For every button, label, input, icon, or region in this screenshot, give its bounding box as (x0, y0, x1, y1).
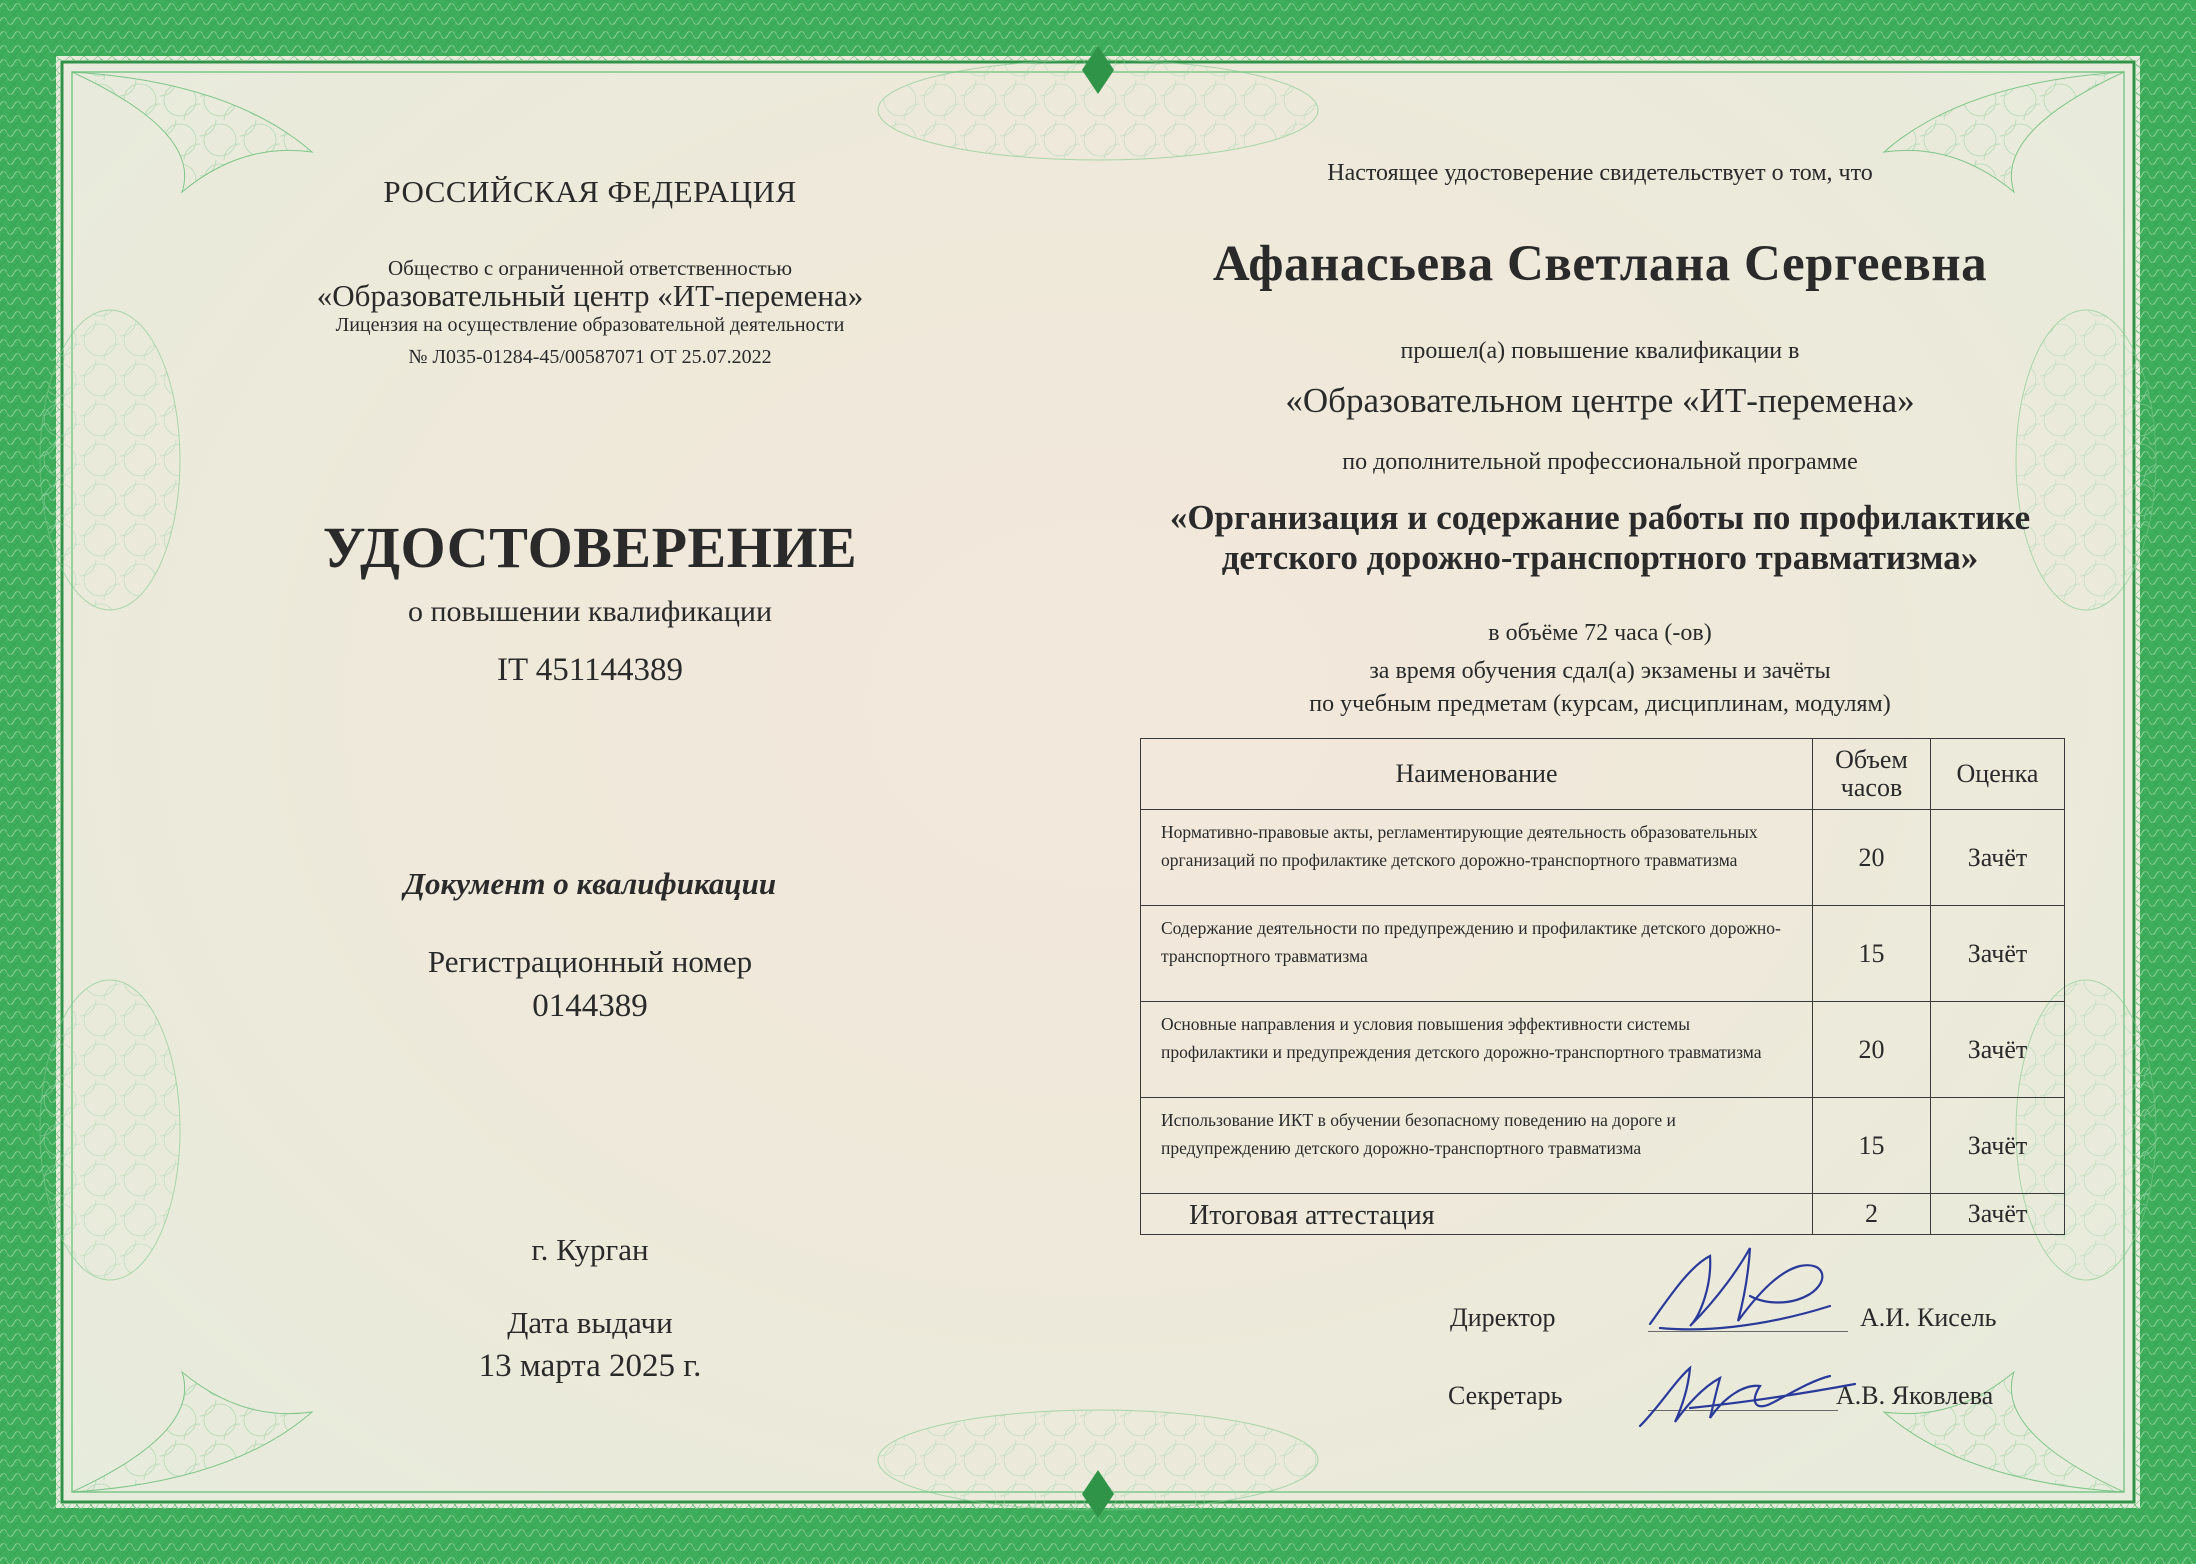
table-row (1141, 906, 2065, 1002)
registration-number: 0144389 (532, 988, 648, 1024)
program-title: «Организация и содержание работы по профилактике детского дорожно-транспортного травматизма» (1169, 498, 2031, 577)
header-name: Наименование (1141, 739, 1813, 810)
header-hours: Объем часов (1813, 739, 1931, 810)
org-name-prepositional: «Образовательном центре «ИТ-перемена» (1285, 381, 1915, 420)
header-grade: Оценка (1931, 739, 2065, 810)
license-line: Лицензия на осуществление образовательной деятельности (335, 314, 845, 336)
issue-date: 13 марта 2025 г. (478, 1348, 702, 1384)
courses-table (1140, 738, 2065, 1235)
org-type: Общество с ограниченной ответственностью (387, 256, 793, 280)
document-title: УДОСТОВЕРЕНИЕ (322, 515, 858, 580)
document-subtitle: о повышении квалификации (408, 595, 772, 628)
course-grade: Зачёт (1931, 1002, 2065, 1098)
course-name: Нормативно-правовые акты, регламентирующие деятельность образовательных организаций по профилактике детского дорожно-транспортного травматизма (1141, 810, 1813, 906)
director-name: А.И. Кисель (1860, 1303, 1997, 1332)
right-panel (1100, 0, 2100, 1564)
final-hours: 2 (1813, 1194, 1931, 1235)
final-name: Итоговая аттестация (1141, 1194, 1813, 1235)
hours-volume: в объёме 72 часа (-ов) (1488, 620, 1712, 646)
course-hours: 15 (1813, 1098, 1931, 1194)
final-grade: Зачёт (1931, 1194, 2065, 1235)
subjects-line: по учебным предметам (курсам, дисциплинам, модулям) (1309, 691, 1891, 717)
passed-text: прошел(а) повышение квалификации в (1400, 338, 1800, 364)
certifies-text: Настоящее удостоверение свидетельствует о том, что (1327, 160, 1873, 186)
country-name: РОССИЙСКАЯ ФЕДЕРАЦИЯ (383, 174, 797, 209)
final-attestation-row (1141, 1194, 2065, 1235)
director-signature (1630, 1236, 1850, 1346)
course-grade: Зачёт (1931, 810, 2065, 906)
secretary-name: А.В. Яковлева (1836, 1381, 1994, 1410)
exams-line: за время обучения сдал(а) экзамены и зачёты (1369, 658, 1831, 684)
table-row (1141, 810, 2065, 906)
secretary-label: Секретарь (1448, 1381, 1563, 1410)
course-grade: Зачёт (1931, 906, 2065, 1002)
course-hours: 15 (1813, 906, 1931, 1002)
course-grade: Зачёт (1931, 1098, 2065, 1194)
secretary-signature (1630, 1356, 1860, 1436)
license-number: № Л035-01284-45/00587071 ОТ 25.07.2022 (408, 346, 772, 368)
registration-label: Регистрационный номер (427, 944, 753, 979)
city: г. Курган (531, 1232, 649, 1267)
course-hours: 20 (1813, 810, 1931, 906)
course-hours: 20 (1813, 1002, 1931, 1098)
person-name: Афанасьева Светлана Сергеевна (1212, 236, 1988, 292)
course-name: Основные направления и условия повышения эффективности системы профилактики и предупреждения детского дорожно-транспортного травматизма (1141, 1002, 1813, 1098)
issue-date-label: Дата выдачи (507, 1305, 673, 1340)
course-name: Содержание деятельности по предупреждению и профилактике детского дорожно-транспортного травматизма (1141, 906, 1813, 1002)
table-row (1141, 1002, 2065, 1098)
document-number: IT 451144389 (496, 652, 684, 688)
left-panel (120, 0, 1060, 1564)
table-row (1141, 1098, 2065, 1194)
director-label: Директор (1450, 1303, 1556, 1332)
program-label: по дополнительной профессиональной программе (1342, 449, 1858, 475)
org-name: «Образовательный центр «ИТ-перемена» (316, 278, 864, 313)
qualification-document-label: Документ о квалификации (403, 866, 777, 901)
course-name: Использование ИКТ в обучении безопасному поведению на дороге и предупреждению детского дорожно-транспортного травматизма (1141, 1098, 1813, 1194)
table-header-row (1141, 739, 2065, 810)
